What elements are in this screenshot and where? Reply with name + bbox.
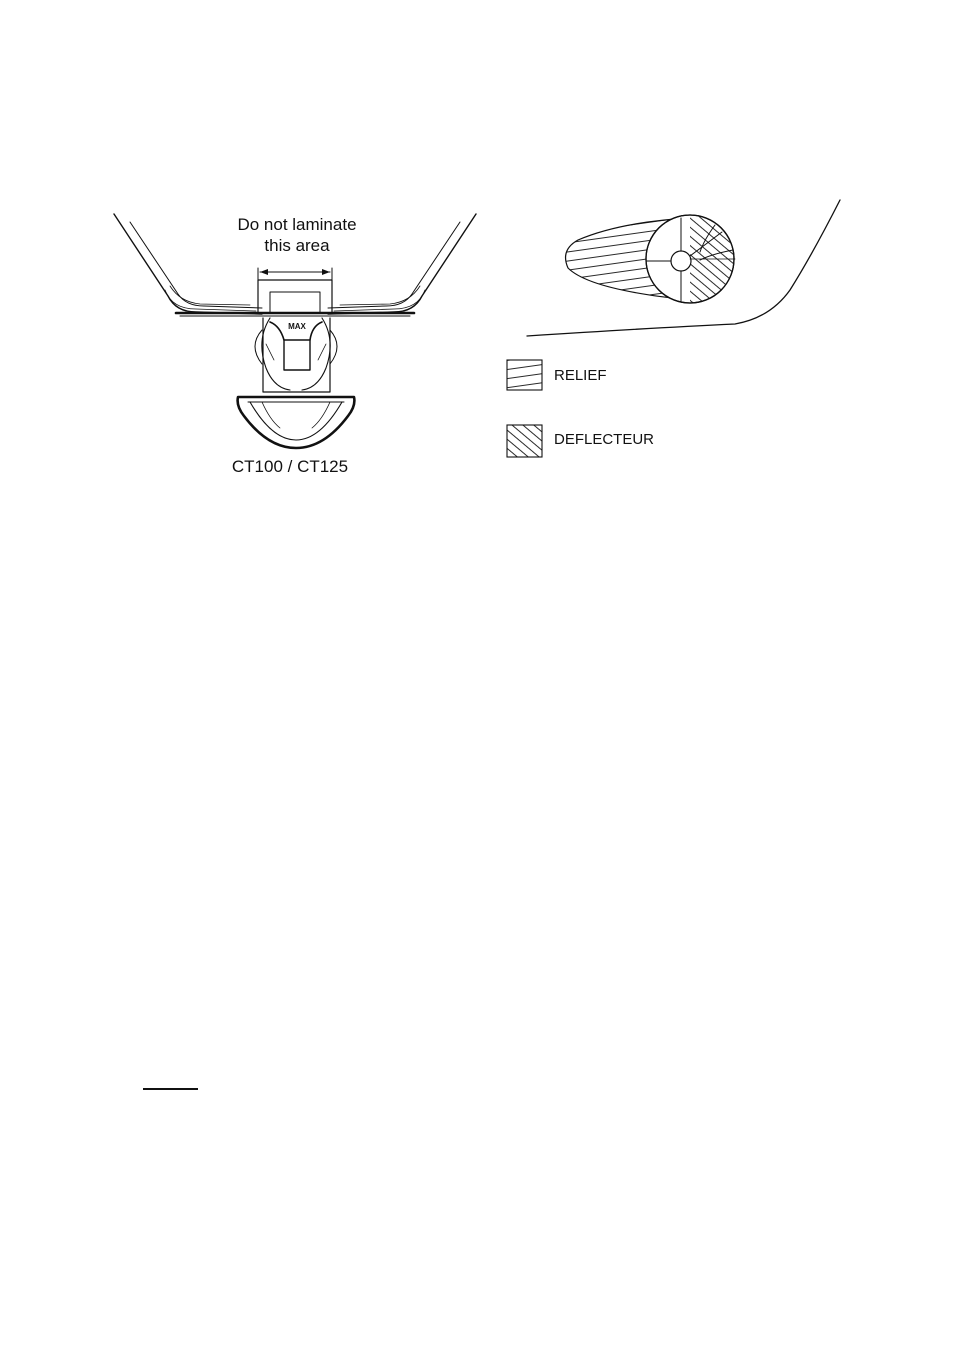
hull-profile-drawing — [527, 200, 840, 336]
relief-swatch — [507, 360, 542, 390]
legend-swatches — [507, 360, 542, 457]
legend-relief-label: RELIEF — [554, 367, 607, 384]
warning-label-line2: this area — [264, 236, 330, 255]
tunnel-housing — [258, 280, 332, 313]
max-logo: MAX — [288, 322, 306, 331]
model-caption: CT100 / CT125 — [231, 457, 349, 476]
tunnel-hub — [671, 251, 691, 271]
legend-deflector-label: DEFLECTEUR — [554, 431, 655, 448]
deflector-swatch — [507, 425, 542, 457]
warning-label-line1: Do not laminate — [237, 215, 357, 234]
underline-rule — [143, 1088, 198, 1090]
